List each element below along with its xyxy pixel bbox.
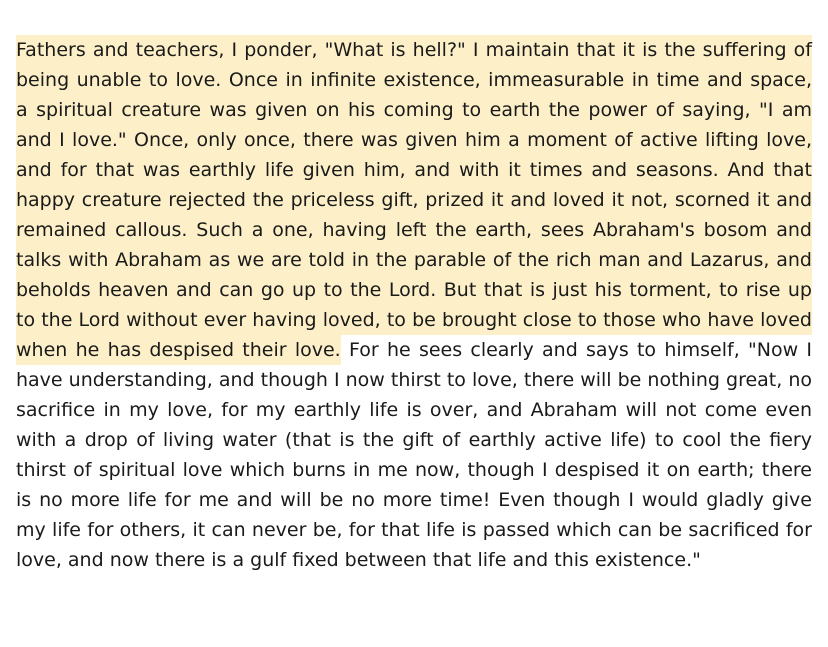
unhighlighted-passage: For he sees clearly and says to himself, "Now I have understanding, and though I now thirst to love, there will be nothing great, no sacrifice in my love, for my earthly life is over, and Abraham will not come even with a drop of living water (that is the gift of earthly active life) to cool the fiery thirst of spiritual love which burns in me now, though I despised it on earth; there is no more life for me and will be no more time! Even though I would gladly give my life for others, it can never be, for that life is passed which can be sacrificed for love, and now there is a gulf fixed between that life and this existence." bbox=[16, 339, 812, 571]
document-paragraph bbox=[16, 35, 812, 575]
highlighted-passage[interactable]: Fathers and teachers, I ponder, "What is hell?" I maintain that it is the suffering of being unable to love. Once in infinite existence, immeasurable in time and space, a spiritual creature was given on his coming to earth the power of saying, "I am and I love." Once, only once, there was given him a moment of active lifting love, and for that was earthly life given him, and with it times and seasons. And that happy creature rejected the priceless gift, prized it and loved it not, scorned it and remained callous. Such a one, having left the earth, sees Abraham's bosom and talks with Abraham as we are told in the parable of the rich man and Lazarus, and beholds heaven and can go up to the Lord. But that is just his torment, to rise up to the Lord without ever having loved, to be brought close to those who have loved when he has despised their love. bbox=[16, 35, 812, 365]
